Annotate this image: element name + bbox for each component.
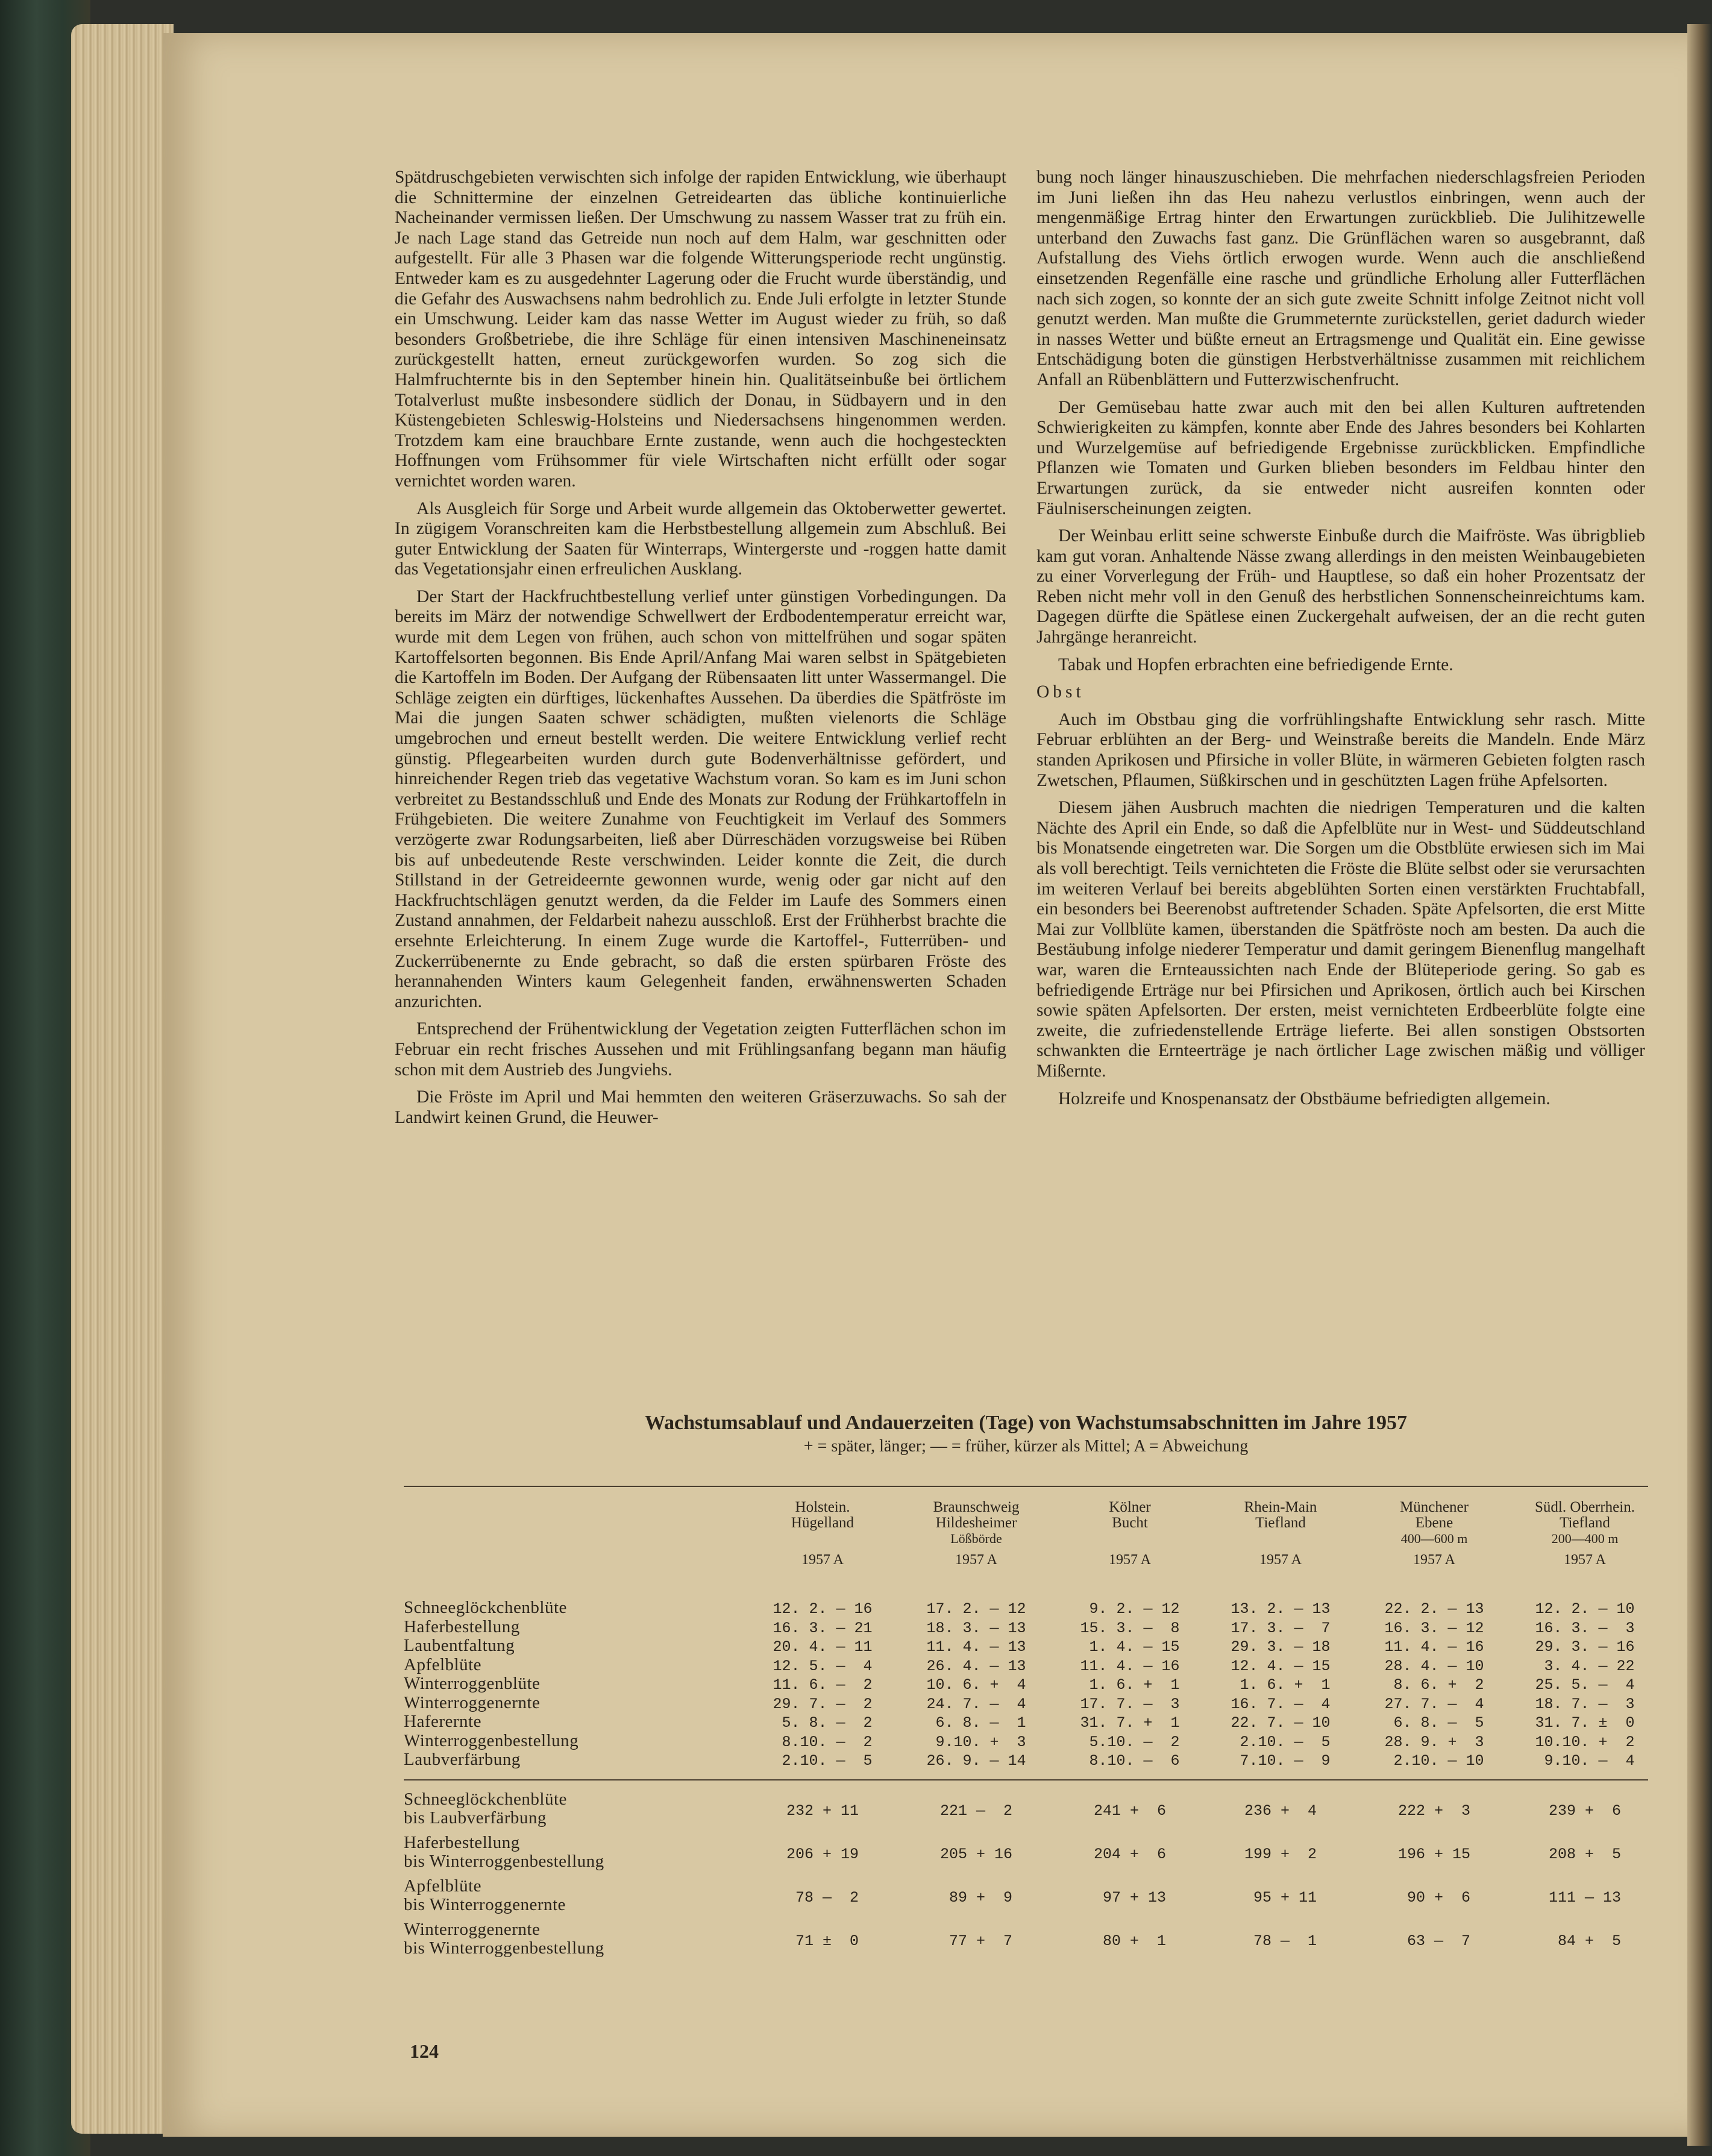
phase-label: Schneeglöckchenblüte xyxy=(404,1598,567,1617)
column-header-line: Tiefland xyxy=(1560,1515,1610,1531)
table-cell: 78 — 2 xyxy=(786,1889,859,1906)
table-subtitle: + = später, länger; — = früher, kürzer als Mittel; A = Abweichung xyxy=(803,1437,1249,1456)
table-cell: 22. 7. — 10 xyxy=(1231,1714,1331,1732)
year-label: 1957 A xyxy=(1108,1552,1151,1568)
paragraph: Der Gemüsebau hatte zwar auch mit den bei allen Kulturen auftretenden Schwierigkeiten zu kämpfen, konnte aber Ende des Jahres besonders bei Kohlarten und Wurzelgemüse auf befriedigende Ergebnisse zurückblicken. Empfindliche Pflanzen wie Tomaten und Gurken blieben besonders im Feldbau hinter den Erwartungen zurück, da sie entweder nicht ausreifen konnten oder Fäulniserscheinungen zeigten. xyxy=(1036,397,1645,518)
duration-label: bis Laubverfärbung xyxy=(404,1808,547,1828)
column-header-line: Südl. Oberrhein. xyxy=(1535,1499,1635,1515)
table-cell: 1. 6. + 1 xyxy=(1080,1676,1180,1694)
column-header-line: Bucht xyxy=(1112,1515,1148,1531)
column-header xyxy=(1211,1500,1350,1531)
table-cell: 28. 4. — 10 xyxy=(1384,1657,1484,1675)
table-cell: 17. 3. — 7 xyxy=(1231,1619,1331,1637)
column-header xyxy=(907,1500,1046,1547)
year-label: 1957 A xyxy=(1413,1552,1455,1568)
table-cell: 221 — 2 xyxy=(939,1802,1013,1820)
text-column-right xyxy=(1036,168,1645,1116)
column-header-line: Holstein. xyxy=(795,1499,850,1515)
phase-label: Winterroggenbestellung xyxy=(404,1730,579,1750)
table-cell: 80 + 1 xyxy=(1093,1932,1167,1950)
table-cell: 10.10. + 2 xyxy=(1535,1733,1635,1751)
column-header-line: Münchener xyxy=(1400,1499,1469,1515)
table-cell: 27. 7. — 4 xyxy=(1384,1695,1484,1713)
table-cell: 5. 8. — 2 xyxy=(773,1714,873,1732)
table-cell: 16. 3. — 3 xyxy=(1535,1619,1635,1637)
table-cell: 199 + 2 xyxy=(1244,1846,1317,1863)
table-cell: 29. 3. — 18 xyxy=(1231,1638,1331,1656)
table-cell: 71 ± 0 xyxy=(786,1932,859,1950)
table-cell: 7.10. — 9 xyxy=(1231,1752,1331,1770)
table-cell: 24. 7. — 4 xyxy=(926,1695,1026,1713)
column-header xyxy=(1365,1500,1503,1547)
page-number: 124 xyxy=(410,2040,439,2062)
paragraph: Der Weinbau erlitt seine schwerste Einbuße durch die Maifröste. Was übrigblieb kam gut voran. Anhaltende Nässe zwang allerdings in den meisten Weinbaugebieten zu einer Vorverlegung der Früh- und Hauptlese, so daß ein hoher Prozentsatz der Reben nicht mehr voll in den Genuß des herbstlichen Sonnenscheinreichtums kam. Dagegen dürfte die Spätlese einen Zuckergehalt aufweisen, der an die recht guten Jahrgänge heranreicht. xyxy=(1036,526,1645,647)
table-cell: 6. 8. — 5 xyxy=(1384,1714,1484,1732)
column-header-line: Rhein-Main xyxy=(1244,1499,1317,1515)
table-cell: 89 + 9 xyxy=(939,1889,1013,1906)
table-cell: 196 + 15 xyxy=(1397,1846,1471,1863)
table-cell: 2.10. — 10 xyxy=(1384,1752,1484,1770)
column-header-line: Hildesheimer xyxy=(935,1515,1017,1531)
table-cell: 12. 5. — 4 xyxy=(773,1657,873,1675)
table-cell: 111 — 13 xyxy=(1548,1889,1622,1906)
table-cell: 206 + 19 xyxy=(786,1846,859,1863)
table-cell: 9.10. — 4 xyxy=(1535,1752,1635,1770)
table-cell: 25. 5. — 4 xyxy=(1535,1676,1635,1694)
table-cell: 1. 4. — 15 xyxy=(1080,1638,1180,1656)
column-header-line: Tiefland xyxy=(1255,1515,1306,1531)
table-cell: 20. 4. — 11 xyxy=(773,1638,873,1656)
table-cell: 29. 3. — 16 xyxy=(1535,1638,1635,1656)
duration-label: bis Winterroggenbestellung xyxy=(404,1938,604,1958)
table-cell: 205 + 16 xyxy=(939,1846,1013,1863)
year-label: 1957 A xyxy=(955,1552,997,1568)
table-cell: 208 + 5 xyxy=(1548,1846,1622,1863)
phase-label: Haferernte xyxy=(404,1712,481,1731)
table-cell: 8. 6. + 2 xyxy=(1384,1676,1484,1694)
table-cell: 13. 2. — 13 xyxy=(1231,1600,1331,1618)
table-cell: 12. 2. — 10 xyxy=(1535,1600,1635,1618)
table-cell: 28. 9. + 3 xyxy=(1384,1733,1484,1751)
paragraph: Spätdruschgebieten verwischten sich infolge der rapiden Entwicklung, wie überhaupt die Schnittermine der einzelnen Getreidearten das übliche kontinuierliche Nacheinander vermissen ließen. Der Umschwung zu nassem Wasser trat zu früh ein. Je nach Lage stand das Getreide nun noch auf dem Halm, war geschnitten oder aufgestellt. Für alle 3 Phasen war die folgende Witterungsperiode recht ungünstig. Entweder kam es zu ausgedehnter Lagerung oder die Frucht wurde überständig, und die Gefahr des Auswachsens nahm bedrohlich zu. Ende Juli erfolgte in letzter Stunde ein Umschwung. Leider kam das nasse Wetter im August wieder zu früh, so daß besonders Großbetriebe, die ihre Schläge für einen intensiven Maschineneinsatz zurückgestellt hatten, erneut zurückgeworfen wurden. So zog sich die Halmfruchternte bis in den September hinein hin. Qualitätseinbuße bei örtlichem Totalverlust mußte insbesondere südlich der Donau, in Südbayern und in den Küstengebieten Schleswig-Holsteins und Niedersachsens hingenommen werden. Trotzdem kam eine brauchbare Ernte zustande, wenn auch die hochgesteckten Hoffnungen vom Frühsommer für viele Wirtschaften nicht erfüllt oder sogar vernichtet worden waren. xyxy=(395,168,1006,491)
column-header-line: 200—400 m xyxy=(1551,1531,1619,1546)
table-rule-mid xyxy=(404,1779,1648,1780)
page-gutter-shadow xyxy=(1687,24,1712,2146)
year-label: 1957 A xyxy=(1563,1552,1606,1568)
table-cell: 1. 6. + 1 xyxy=(1231,1676,1331,1694)
table-cell: 22. 2. — 13 xyxy=(1384,1600,1484,1618)
table-cell: 241 + 6 xyxy=(1093,1802,1167,1820)
table-cell: 77 + 7 xyxy=(939,1932,1013,1950)
table-cell: 18. 7. — 3 xyxy=(1535,1695,1635,1713)
column-header xyxy=(1061,1500,1199,1531)
column-header-line: Hügelland xyxy=(791,1515,854,1531)
table-cell: 26. 4. — 13 xyxy=(926,1657,1026,1675)
paragraph: bung noch länger hinauszuschieben. Die mehrfachen niederschlagsfreien Perioden im Juni ließen ihn das Heu nahezu verlustlos einbringen, wenn auch der mengenmäßige Ertrag hinter den Erwartungen zurückblieb. Die Julihitzewelle unterband den Zuwachs fast ganz. Die Grünflächen waren so ausgebrannt, daß Aufstallung des Viehs örtlich erwogen wurde. Wenn auch die anschließend einsetzenden Regenfälle eine rasche und gründliche Erholung aller Futterflächen nach sich zogen, so konnte der an sich gute zweite Schnitt infolge Zeitnot nicht voll genutzt werden. Man mußte die Grummeternte zurückstellen, geriet dadurch wieder in nasses Wetter und büßte erneut an Ertragsmenge und Qualität ein. Eine gewisse Entschädigung boten die günstigen Herbstverhältnisse zusammen mit reichlichem Anfall an Rübenblättern und Futterzwischenfrucht. xyxy=(1036,168,1645,389)
table-cell: 15. 3. — 8 xyxy=(1080,1619,1180,1637)
table-cell: 31. 7. + 1 xyxy=(1080,1714,1180,1732)
text-column-left xyxy=(395,168,1006,1135)
paragraph: Als Ausgleich für Sorge und Arbeit wurde allgemein das Oktoberwetter gewertet. In zügigem Voranschreiten kam die Herbstbestellung allgemein zum Abschluß. Bei guter Entwicklung der Saaten für Winterraps, Wintergerste und -roggen hatte damit das Vegetationsjahr einen erfreulichen Ausklang. xyxy=(395,498,1006,579)
table-cell: 10. 6. + 4 xyxy=(926,1676,1026,1694)
table-cell: 16. 7. — 4 xyxy=(1231,1695,1331,1713)
table-cell: 8.10. — 2 xyxy=(773,1733,873,1751)
table-cell: 11. 6. — 2 xyxy=(773,1676,873,1694)
table-cell: 12. 4. — 15 xyxy=(1231,1657,1331,1675)
table-cell: 222 + 3 xyxy=(1397,1802,1471,1820)
table-cell: 31. 7. ± 0 xyxy=(1535,1714,1635,1732)
table-cell: 9.10. + 3 xyxy=(926,1733,1026,1751)
paragraph: Auch im Obstbau ging die vorfrühlingshafte Entwicklung sehr rasch. Mitte Februar erblühten an der Berg- und Weinstraße bereits die Mandeln. Ende März standen Aprikosen und Pfirsiche in voller Blüte, in wärmeren Gebieten folgten rasch Zwetschen, Pflaumen, Süßkirschen und in geschützten Lagen frühe Apfelsorten. xyxy=(1036,709,1645,790)
column-header xyxy=(753,1500,892,1531)
column-header-line: Kölner xyxy=(1109,1499,1151,1515)
duration-label: Schneeglöckchenblüte xyxy=(404,1790,567,1809)
table-cell: 8.10. — 6 xyxy=(1080,1752,1180,1770)
duration-label: Haferbestellung xyxy=(404,1833,520,1852)
table-cell: 11. 4. — 16 xyxy=(1384,1638,1484,1656)
growth-table xyxy=(404,1410,1648,1958)
table-cell: 236 + 4 xyxy=(1244,1802,1317,1820)
table-cell: 17. 2. — 12 xyxy=(926,1600,1026,1618)
table-cell: 29. 7. — 2 xyxy=(773,1695,873,1713)
table-cell: 78 — 1 xyxy=(1244,1932,1317,1950)
paragraph: Der Start der Hackfruchtbestellung verlief unter günstigen Vorbedingungen. Da bereits im März der notwendige Schwellwert der Erdbodentemperatur erreicht war, wurde mit dem Legen von frühen, auch schon von mittelfrühen und sogar späten Kartoffelsorten begonnen. Bis Ende April/Anfang Mai waren selbst in Spätgebieten die Kartoffeln im Boden. Der Aufgang der Rübensaaten litt unter Wassermangel. Die Schläge zeigten ein dürftiges, lückenhaftes Aussehen. Da überdies die Spätfröste im Mai die jungen Saaten schwer schädigten, mußten vielenorts die Schläge umgebrochen und erneut bestellt werden. Die weitere Entwicklung verlief recht günstig. Pflegearbeiten wurden durch gute Bodenverhältnisse gefördert, und hinreichender Regen trieb das vegetative Wachstum voran. So kam es im Juni schon verbreitet zu Bestandsschluß und Ende des Monats zur Rodung der Frühkartoffeln in Frühgebieten. Die weitere Zunahme von Feuchtigkeit im Verlauf des Sommers verzögerte zwar Rodungsarbeiten, ließ aber Dürreschäden vorzugsweise bei Rüben bis auf unbedeutende Reste verschwinden. Leider konnte die Zeit, die durch Stillstand in der Getreideernte gewonnen wurde, wenig oder gar nicht auf den Hackfruchtschlägen genutzt werden, da die Felder im Laufe des Sommers einen Zustand annahmen, der Feldarbeit nahezu ausschloß. Erst der Frühherbst brachte die ersehnte Erleichterung. In einem Zuge wurde die Kartoffel-, Futterrüben- und Zuckerrübenernte zu Ende gebracht, so daß die ersten spürbaren Fröste des herannahenden Winters kaum Gelegenheit fanden, erwähnenswerten Schaden anzurichten. xyxy=(395,586,1006,1011)
table-cell: 17. 7. — 3 xyxy=(1080,1695,1180,1713)
table-cell: 11. 4. — 16 xyxy=(1080,1657,1180,1675)
duration-label: Winterroggenernte xyxy=(404,1920,541,1939)
table-cell: 84 + 5 xyxy=(1548,1932,1622,1950)
table-cell: 97 + 13 xyxy=(1093,1889,1167,1906)
table-cell: 2.10. — 5 xyxy=(1231,1733,1331,1751)
phase-label: Apfelblüte xyxy=(404,1655,482,1674)
table-cell: 204 + 6 xyxy=(1093,1846,1167,1863)
column-header-line: Ebene xyxy=(1415,1515,1453,1531)
column-header xyxy=(1516,1500,1654,1547)
table-cell: 3. 4. — 22 xyxy=(1535,1657,1635,1675)
table-cell: 16. 3. — 12 xyxy=(1384,1619,1484,1637)
phase-label: Winterroggenernte xyxy=(404,1692,541,1712)
duration-label: Apfelblüte xyxy=(404,1876,482,1896)
duration-label: bis Winterroggenernte xyxy=(404,1895,566,1914)
table-cell: 6. 8. — 1 xyxy=(926,1714,1026,1732)
table-cell: 11. 4. — 13 xyxy=(926,1638,1026,1656)
table-cell: 232 + 11 xyxy=(786,1802,859,1820)
column-header-line: 400—600 m xyxy=(1400,1531,1468,1546)
paragraph: Die Fröste im April und Mai hemmten den weiteren Gräserzuwachs. So sah der Landwirt keinen Grund, die Heuwer- xyxy=(395,1087,1006,1127)
phase-label: Laubverfärbung xyxy=(404,1750,521,1769)
page-edges xyxy=(71,24,174,2134)
table-cell: 239 + 6 xyxy=(1548,1802,1622,1820)
table-cell: 2.10. — 5 xyxy=(773,1752,873,1770)
table-cell: 9. 2. — 12 xyxy=(1080,1600,1180,1618)
phase-label: Haferbestellung xyxy=(404,1617,520,1636)
table-cell: 63 — 7 xyxy=(1397,1932,1471,1950)
table-title: Wachstumsablauf und Andauerzeiten (Tage) von Wachstumsabschnitten im Jahre 1957 xyxy=(644,1412,1408,1434)
table-cell: 95 + 11 xyxy=(1244,1889,1317,1906)
year-label: 1957 A xyxy=(801,1552,844,1568)
table-cell: 18. 3. — 13 xyxy=(926,1619,1026,1637)
phase-label: Laubentfaltung xyxy=(404,1636,515,1655)
column-header-line: Lößbörde xyxy=(950,1531,1002,1546)
column-header-line: Braunschweig xyxy=(933,1499,1020,1515)
table-cell: 16. 3. — 21 xyxy=(773,1619,873,1637)
duration-label: bis Winterroggenbestellung xyxy=(404,1852,604,1871)
paragraph: Entsprechend der Frühentwicklung der Vegetation zeigten Futterflächen schon im Februar ein recht frisches Aussehen und mit Frühlingsanfang begann man häufig schon mit dem Austrieb des Jungviehs. xyxy=(395,1019,1006,1080)
paragraph: Holzreife und Knospenansatz der Obstbäume befriedigten allgemein. xyxy=(1058,1089,1551,1108)
phase-label: Winterroggenblüte xyxy=(404,1674,541,1693)
table-rule-top xyxy=(404,1486,1648,1487)
paragraph: Tabak und Hopfen erbrachten eine befriedigende Ernte. xyxy=(1058,655,1453,674)
year-label: 1957 A xyxy=(1259,1552,1302,1568)
paragraph: Diesem jähen Ausbruch machten die niedrigen Temperaturen und die kalten Nächte des April ein Ende, so daß die Apfelblüte nur in West- und Süddeutschland bis Monatsende eingetreten war. Die Sorgen um die Obstblüte erwiesen sich im Mai als voll berechtigt. Teils vernichteten die Fröste die Blüte selbst oder sie verursachten im weiteren Verlauf bei bereits abgeblühten Sorten einen verstärkten Fruchtabfall, ein besonders bei Beerenobst auftretender Schaden. Späte Apfelsorten, die erst Mitte Mai zur Vollblüte kamen, überstanden die Spätfröste noch am besten. Da auch die Bestäubung infolge niederer Temperatur und damit geringem Bienenflug mangelhaft war, waren die Ernteaussichten nach Ende der Blüteperiode gering. So gab es befriedigende Erträge nur bei Pfirsichen und Aprikosen, örtlich auch bei Kirschen sowie späten Apfelsorten. Der ersten, meist vernichteten Erdbeerblüte folgte eine zweite, die zufriedenstellende Erträge lieferte. Bei allen sonstigen Obstsorten schwankten die Ernteerträge je nach örtlicher Lage zwischen mäßig und völliger Mißernte. xyxy=(1036,798,1645,1081)
table-cell: 12. 2. — 16 xyxy=(773,1600,873,1618)
table-cell: 26. 9. — 14 xyxy=(926,1752,1026,1770)
section-heading-obst: Obst xyxy=(1036,682,1085,702)
table-cell: 5.10. — 2 xyxy=(1080,1733,1180,1751)
table-cell: 90 + 6 xyxy=(1397,1889,1471,1906)
